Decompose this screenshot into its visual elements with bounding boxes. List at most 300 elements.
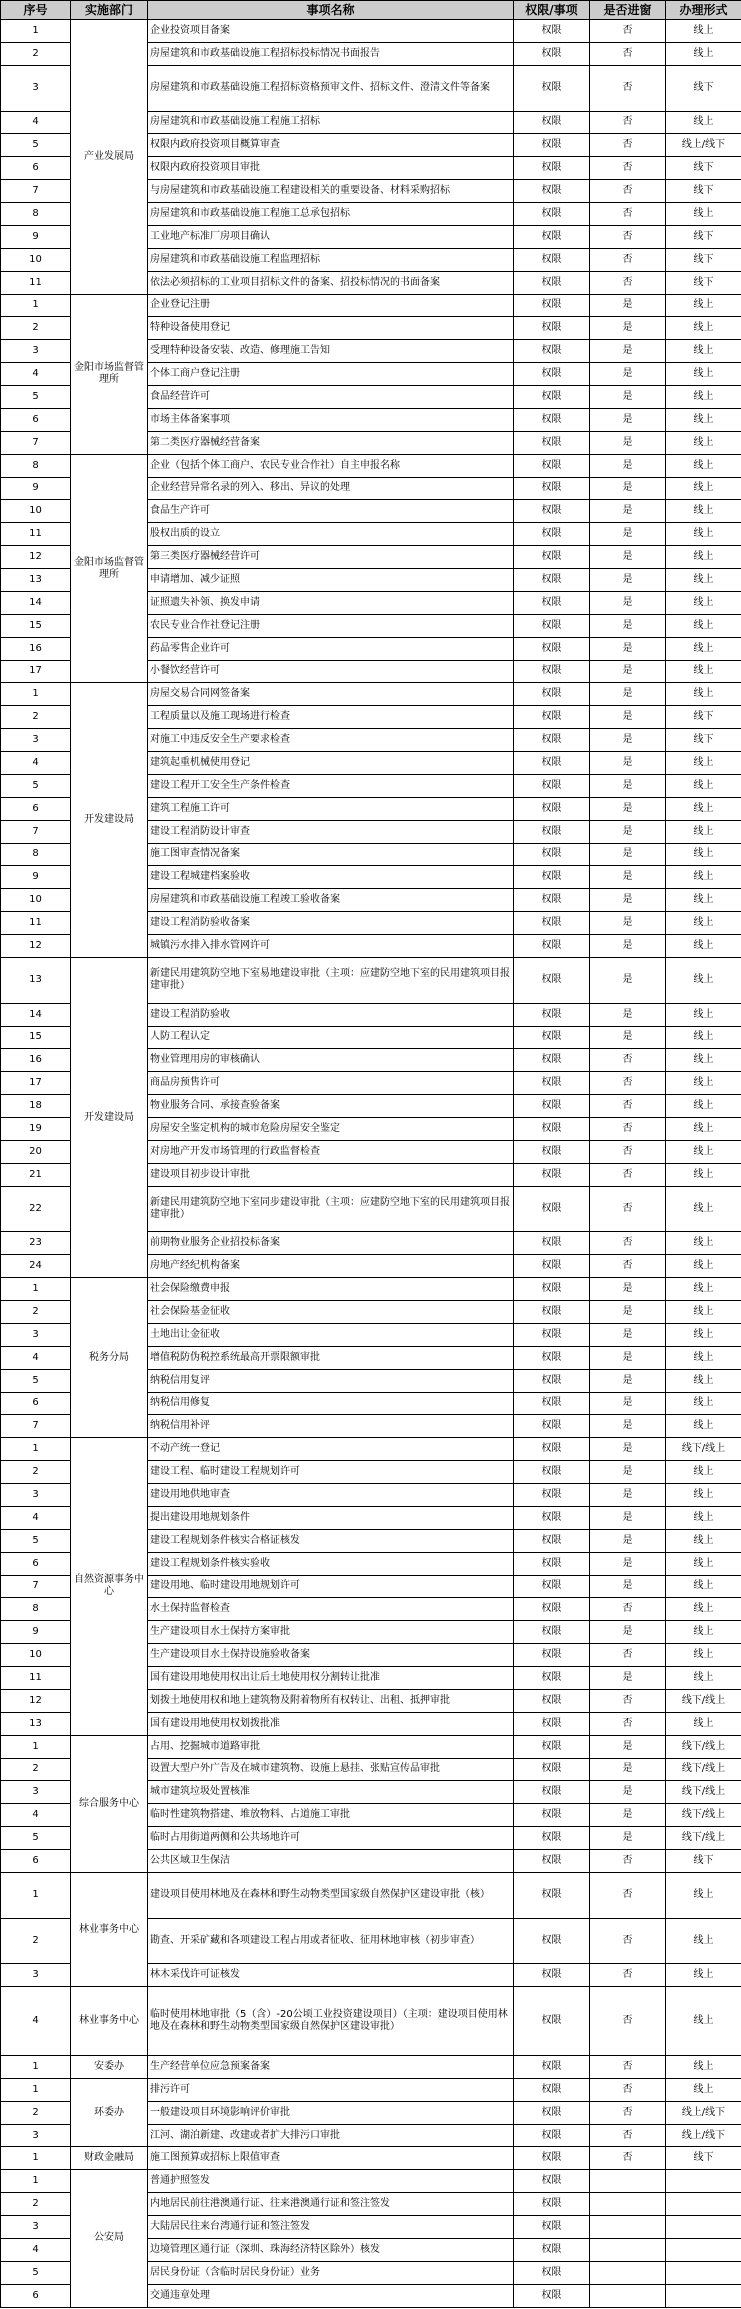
row-matter: 国有建设用地使用权划拨批准 [148,1712,514,1735]
row-window: 是 [590,729,666,752]
row-window: 是 [590,1392,666,1415]
dept-cell: 林业事务中心 [71,1987,148,2056]
row-authority: 权限 [514,1118,590,1141]
row-seq: 13 [1,1712,71,1735]
row-window: 是 [590,317,666,340]
row-matter: 公共区域卫生保洁 [148,1850,514,1873]
row-matter: 临时占用街道两侧和公共场地许可 [148,1827,514,1850]
row-seq: 4 [1,1987,71,2056]
header-form: 办理形式 [666,1,741,20]
row-form: 线上 [666,1369,741,1392]
row-form: 线上 [666,569,741,592]
row-form: 线上 [666,20,741,43]
row-authority: 权限 [514,1003,590,1026]
row-matter: 设置大型户外广告及在城市建筑物、设施上悬挂、张贴宣传品审批 [148,1758,514,1781]
row-form: 线上 [666,1003,741,1026]
row-matter: 建设工程、临时建设工程规划许可 [148,1461,514,1484]
row-seq: 15 [1,1026,71,1049]
row-seq: 12 [1,1689,71,1712]
row-window: 否 [590,42,666,65]
row-authority: 权限 [514,500,590,523]
row-form: 线上 [666,1323,741,1346]
dept-cell: 开发建设局 [71,683,148,958]
row-window: 是 [590,1346,666,1369]
row-form: 线上 [666,1552,741,1575]
row-form: 线上 [666,752,741,775]
row-authority: 权限 [514,134,590,157]
row-authority: 权限 [514,454,590,477]
row-window: 否 [590,1918,666,1964]
row-matter: 农民专业合作社登记注册 [148,614,514,637]
row-matter: 物业管理用房的审核确认 [148,1049,514,1072]
row-form: 线上 [666,1461,741,1484]
row-authority: 权限 [514,1689,590,1712]
row-window: 是 [590,363,666,386]
row-seq: 9 [1,866,71,889]
table-body [1,20,741,2308]
row-authority: 权限 [514,1964,590,1987]
row-authority: 权限 [514,752,590,775]
row-window: 是 [590,1575,666,1598]
row-matter: 社会保险缴费申报 [148,1278,514,1301]
row-matter: 依法必须招标的工业项目招标文件的备案、招投标情况的书面备案 [148,271,514,294]
table-row [1,20,741,43]
row-matter: 内地居民前往港澳通行证、往来港澳通行证和签注签发 [148,2193,514,2216]
row-seq: 5 [1,1827,71,1850]
row-window: 是 [590,637,666,660]
row-seq: 8 [1,1598,71,1621]
row-authority: 权限 [514,957,590,1003]
row-seq: 12 [1,546,71,569]
row-seq: 8 [1,203,71,226]
row-matter: 房屋建筑和市政基础设施工程监理招标 [148,248,514,271]
row-window: 是 [590,957,666,1003]
row-seq: 4 [1,363,71,386]
row-window: 是 [590,431,666,454]
row-seq: 21 [1,1163,71,1186]
row-form: 线上 [666,1484,741,1507]
dept-cell: 金阳市场监督管理所 [71,454,148,683]
dept-cell: 开发建设局 [71,957,148,1277]
row-authority: 权限 [514,1644,590,1667]
table-row [1,1735,741,1758]
row-form: 线上 [666,386,741,409]
row-matter: 划拨土地使用权和地上建筑物及附着物所有权转让、出租、抵押审批 [148,1689,514,1712]
row-form: 线上 [666,1529,741,1552]
row-window: 是 [590,454,666,477]
row-seq: 19 [1,1118,71,1141]
row-authority: 权限 [514,683,590,706]
row-form: 线上 [666,843,741,866]
row-seq: 5 [1,134,71,157]
row-seq: 10 [1,889,71,912]
row-seq: 3 [1,729,71,752]
row-form: 线上 [666,2078,741,2101]
row-form [666,2261,741,2284]
row-form: 线上 [666,866,741,889]
row-form: 线上 [666,1392,741,1415]
row-form: 线下 [666,706,741,729]
row-authority: 权限 [514,386,590,409]
row-form: 线下 [666,248,741,271]
row-window: 是 [590,912,666,935]
row-authority: 权限 [514,180,590,203]
row-window: 是 [590,294,666,317]
row-seq: 4 [1,1506,71,1529]
row-seq: 10 [1,248,71,271]
row-seq: 4 [1,1346,71,1369]
row-authority: 权限 [514,1552,590,1575]
row-window: 否 [590,1072,666,1095]
row-seq: 11 [1,1667,71,1690]
row-window: 是 [590,843,666,866]
row-form: 线上 [666,660,741,683]
dept-cell: 财政金融局 [71,2147,148,2170]
row-seq: 18 [1,1095,71,1118]
row-matter: 建设工程规划条件核实合格证核发 [148,1529,514,1552]
row-matter: 受理特种设备安装、改造、修理施工告知 [148,340,514,363]
header-seq: 序号 [1,1,71,20]
row-form: 线上 [666,637,741,660]
row-authority: 权限 [514,1987,590,2056]
row-matter: 第二类医疗器械经营备案 [148,431,514,454]
row-seq: 16 [1,637,71,660]
row-authority: 权限 [514,843,590,866]
row-seq: 7 [1,1575,71,1598]
row-form: 线上 [666,500,741,523]
row-form: 线下 [666,65,741,111]
row-window: 是 [590,866,666,889]
row-seq: 2 [1,317,71,340]
row-window: 否 [590,248,666,271]
row-seq: 5 [1,2261,71,2284]
row-matter: 建设项目初步设计审批 [148,1163,514,1186]
row-window: 否 [590,203,666,226]
row-authority: 权限 [514,1529,590,1552]
row-form: 线上 [666,1072,741,1095]
row-matter: 建设工程消防设计审查 [148,820,514,843]
row-window: 否 [590,134,666,157]
row-seq: 3 [1,2216,71,2239]
dept-cell: 综合服务中心 [71,1735,148,1872]
row-window: 否 [590,1644,666,1667]
row-seq: 5 [1,386,71,409]
row-form: 线上/线下 [666,2101,741,2124]
row-matter: 人防工程认定 [148,1026,514,1049]
row-window [590,2216,666,2239]
row-matter: 纳税信用修复 [148,1392,514,1415]
row-form: 线上 [666,1621,741,1644]
row-authority: 权限 [514,1712,590,1735]
row-matter: 第三类医疗器械经营许可 [148,546,514,569]
row-form: 线下/线上 [666,1689,741,1712]
row-authority: 权限 [514,271,590,294]
row-matter: 提出建设用地规划条件 [148,1506,514,1529]
row-form: 线上 [666,1118,741,1141]
row-matter: 不动产统一登记 [148,1438,514,1461]
row-seq: 3 [1,340,71,363]
row-authority: 权限 [514,1598,590,1621]
row-window: 否 [590,225,666,248]
row-window: 是 [590,1781,666,1804]
row-seq: 2 [1,2193,71,2216]
row-seq: 6 [1,797,71,820]
row-window [590,2238,666,2261]
row-authority: 权限 [514,1049,590,1072]
row-matter: 土地出让金征收 [148,1323,514,1346]
row-seq: 3 [1,1781,71,1804]
header-authority: 权限/事项 [514,1,590,20]
row-seq: 11 [1,912,71,935]
row-seq: 4 [1,1804,71,1827]
row-matter: 与房屋建筑和市政基础设施工程建设相关的重要设备、材料采购招标 [148,180,514,203]
row-window: 否 [590,1689,666,1712]
row-authority: 权限 [514,225,590,248]
row-window: 是 [590,614,666,637]
dept-cell: 金阳市场监督管理所 [71,294,148,454]
row-matter: 申请增加、减少证照 [148,569,514,592]
row-window: 否 [590,1598,666,1621]
row-form: 线上 [666,523,741,546]
row-authority: 权限 [514,157,590,180]
row-window: 否 [590,20,666,43]
row-window [590,2261,666,2284]
row-form: 线上 [666,1598,741,1621]
row-form: 线上 [666,363,741,386]
row-window: 是 [590,408,666,431]
row-authority: 权限 [514,1186,590,1232]
row-form: 线上 [666,912,741,935]
row-window: 是 [590,889,666,912]
row-form [666,2170,741,2193]
row-window: 是 [590,683,666,706]
row-matter: 前期物业服务企业招投标备案 [148,1232,514,1255]
row-form: 线上 [666,111,741,134]
row-seq: 3 [1,65,71,111]
row-matter: 市场主体备案事项 [148,408,514,431]
row-form: 线上 [666,1232,741,1255]
row-window: 是 [590,660,666,683]
table-row [1,2055,741,2078]
row-seq: 10 [1,500,71,523]
row-seq: 11 [1,271,71,294]
row-matter: 城市建筑垃圾处置核准 [148,1781,514,1804]
row-seq: 6 [1,2284,71,2307]
row-window: 否 [590,180,666,203]
table-row [1,2078,741,2101]
row-authority: 权限 [514,1758,590,1781]
row-matter: 商品房预售许可 [148,1072,514,1095]
row-matter: 证照遗失补领、换发申请 [148,591,514,614]
row-matter: 权限内政府投资项目概算审查 [148,134,514,157]
row-form: 线上 [666,591,741,614]
row-window: 是 [590,1003,666,1026]
row-authority: 权限 [514,1918,590,1964]
row-authority: 权限 [514,1415,590,1438]
row-authority: 权限 [514,477,590,500]
row-form: 线上 [666,1644,741,1667]
row-form: 线上 [666,820,741,843]
row-window: 是 [590,500,666,523]
row-authority: 权限 [514,1026,590,1049]
row-seq: 2 [1,2101,71,2124]
row-window: 是 [590,706,666,729]
row-seq: 7 [1,180,71,203]
row-seq: 1 [1,1278,71,1301]
row-authority: 权限 [514,820,590,843]
row-window: 是 [590,1758,666,1781]
row-window: 是 [590,1506,666,1529]
row-seq: 7 [1,431,71,454]
row-matter: 房地产经纪机构备案 [148,1255,514,1278]
row-authority: 权限 [514,2055,590,2078]
row-authority: 权限 [514,2261,590,2284]
row-matter: 房屋建筑和市政基础设施工程施工招标 [148,111,514,134]
row-authority: 权限 [514,637,590,660]
row-authority: 权限 [514,1781,590,1804]
row-matter: 大陆居民往来台湾通行证和签注签发 [148,2216,514,2239]
row-seq: 2 [1,1461,71,1484]
row-matter: 建筑工程施工许可 [148,797,514,820]
row-form: 线下 [666,271,741,294]
row-authority: 权限 [514,65,590,111]
row-authority: 权限 [514,2238,590,2261]
row-form: 线下 [666,729,741,752]
row-form: 线上 [666,1872,741,1918]
row-matter: 房屋安全鉴定机构的城市危险房屋安全鉴定 [148,1118,514,1141]
row-window: 是 [590,340,666,363]
row-window: 是 [590,1735,666,1758]
row-window: 是 [590,820,666,843]
row-form: 线上 [666,1163,741,1186]
row-form: 线上 [666,1575,741,1598]
row-authority: 权限 [514,1484,590,1507]
row-authority: 权限 [514,248,590,271]
row-form: 线上 [666,774,741,797]
row-authority: 权限 [514,2147,590,2170]
row-authority: 权限 [514,1072,590,1095]
row-window: 否 [590,2055,666,2078]
row-seq: 9 [1,225,71,248]
row-authority: 权限 [514,1369,590,1392]
row-form: 线下/线上 [666,1827,741,1850]
row-matter: 水土保持监督检查 [148,1598,514,1621]
row-seq: 20 [1,1140,71,1163]
row-matter: 权限内政府投资项目审批 [148,157,514,180]
row-seq: 2 [1,1758,71,1781]
row-authority: 权限 [514,706,590,729]
row-form: 线下 [666,1850,741,1873]
table-row [1,957,741,1003]
row-form: 线上 [666,1506,741,1529]
row-seq: 3 [1,1484,71,1507]
row-form: 线上 [666,1712,741,1735]
row-matter: 江河、湖泊新建、改建或者扩大排污口审批 [148,2124,514,2147]
row-matter: 建设工程开工安全生产条件检查 [148,774,514,797]
row-matter: 建设工程消防验收 [148,1003,514,1026]
row-seq: 1 [1,20,71,43]
row-window: 是 [590,1026,666,1049]
row-authority: 权限 [514,1872,590,1918]
row-window: 是 [590,477,666,500]
row-matter: 个体工商户登记注册 [148,363,514,386]
row-window: 否 [590,1872,666,1918]
row-authority: 权限 [514,1804,590,1827]
row-form: 线上 [666,454,741,477]
header-window: 是否进窗 [590,1,666,20]
row-window: 是 [590,591,666,614]
row-authority: 权限 [514,866,590,889]
row-authority: 权限 [514,546,590,569]
row-seq: 4 [1,752,71,775]
row-seq: 16 [1,1049,71,1072]
row-matter: 新建民用建筑防空地下室易地建设审批（主项：应建防空地下室的民用建筑项目报建审批） [148,957,514,1003]
row-window: 否 [590,1964,666,1987]
row-matter: 食品生产许可 [148,500,514,523]
row-form: 线上 [666,546,741,569]
row-window: 是 [590,1415,666,1438]
table-row [1,1278,741,1301]
row-form [666,2238,741,2261]
row-form: 线上 [666,2055,741,2078]
row-authority: 权限 [514,1621,590,1644]
row-matter: 企业投资项目备案 [148,20,514,43]
row-matter: 建筑起重机械使用登记 [148,752,514,775]
dept-cell: 林业事务中心 [71,1872,148,1986]
row-form: 线上 [666,477,741,500]
row-window: 是 [590,546,666,569]
row-window [590,2170,666,2193]
table-row [1,2147,741,2170]
row-authority: 权限 [514,935,590,958]
row-matter: 食品经营许可 [148,386,514,409]
row-authority: 权限 [514,340,590,363]
row-authority: 权限 [514,1735,590,1758]
row-matter: 企业（包括个体工商户、农民专业合作社）自主申报名称 [148,454,514,477]
row-form: 线上 [666,1987,741,2056]
table-row [1,683,741,706]
row-window: 是 [590,1827,666,1850]
row-seq: 11 [1,523,71,546]
row-window: 是 [590,797,666,820]
row-authority: 权限 [514,1461,590,1484]
row-window: 否 [590,157,666,180]
row-authority: 权限 [514,1575,590,1598]
row-form: 线上 [666,957,741,1003]
row-authority: 权限 [514,1667,590,1690]
row-form: 线下/线上 [666,1804,741,1827]
header-dept: 实施部门 [71,1,148,20]
row-authority: 权限 [514,203,590,226]
row-authority: 权限 [514,363,590,386]
row-matter: 纳税信用复评 [148,1369,514,1392]
row-matter: 建设工程城建档案验收 [148,866,514,889]
row-seq: 1 [1,2078,71,2101]
row-form: 线上 [666,935,741,958]
row-matter: 工业地产标准厂房项目确认 [148,225,514,248]
row-authority: 权限 [514,523,590,546]
row-form [666,2284,741,2307]
row-matter: 对施工中违反安全生产要求检查 [148,729,514,752]
row-authority: 权限 [514,2216,590,2239]
table-row [1,454,741,477]
dept-cell: 税务分局 [71,1278,148,1438]
row-seq: 9 [1,477,71,500]
row-matter: 物业服务合同、承接查验备案 [148,1095,514,1118]
row-form: 线上 [666,294,741,317]
row-matter: 施工图预算或招标上限值审查 [148,2147,514,2170]
row-window: 否 [590,2147,666,2170]
